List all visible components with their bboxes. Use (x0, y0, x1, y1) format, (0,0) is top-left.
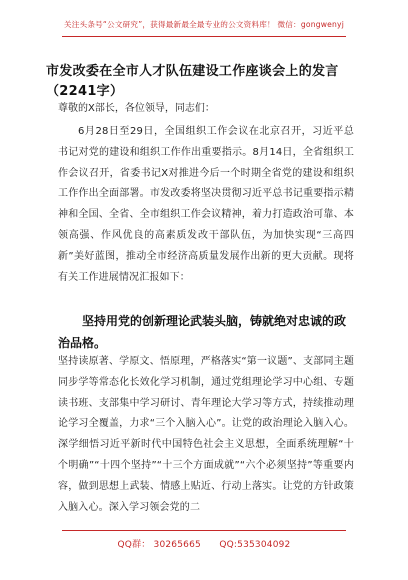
section-heading: 坚持用党的创新理论武装头脑，铸就绝对忠诚的政治品格。 (58, 314, 347, 350)
salutation: 尊敬的X部长，各位领导，同志们： (58, 103, 215, 114)
footer-divider (62, 530, 346, 531)
paragraph-1: 6月28日至29日，全国组织工作会议在北京召开，习近平总书记对党的建设和组织工作作出重要指示。8月14日，全省组织工作会议召开，省委书记X对推进今后一个时期全省党的建设和组织工作作出全面部署。市发改委将坚决贯彻习近平总书记重要指示精神和全国、全省、全市组织工作会议精神，着力打造政治可靠、本领高强、作风优良的高素质发改干部队伍，为加快实现“三高四新”美好蓝图，推动全市经济高质量发展作出新的更大贡献。现将有关工作进展情况汇报如下： (58, 126, 354, 283)
header-banner-text: 关注头条号“公文研究”，获得最新最全最专业的公文资料库！ 微信：gongwenyj (63, 20, 345, 29)
paragraph-2: 坚持读原著、学原文、悟原理，严格落实“第一议题”、支部同主题同步学等常态化长效化学习机制，通过党组理论学习中心组、专题读书班、支部集中学习研讨、青年理论大学习等方式，持续推动理论学习全覆盖，力求“三个入脑入心”。让党的政治理论入脑入心。深学细悟习近平新时代中国特色社会主义思想，全面系统理解“十个明确”“十四个坚持”“十三个方面成就”“六个必须坚持”等重要内容，做到思想上武装、情感上贴近、行动上落实。让党的方针政策入脑入心。深入学习领会党的二 (58, 356, 354, 513)
footer-qq-text: QQ群： 30265665 QQ:535304092 (117, 540, 291, 550)
header-banner (62, 12, 346, 37)
footer (0, 532, 408, 552)
document-title: 市发改委在全市人才队伍建设工作座谈会上的发言（2241字） (46, 64, 339, 99)
